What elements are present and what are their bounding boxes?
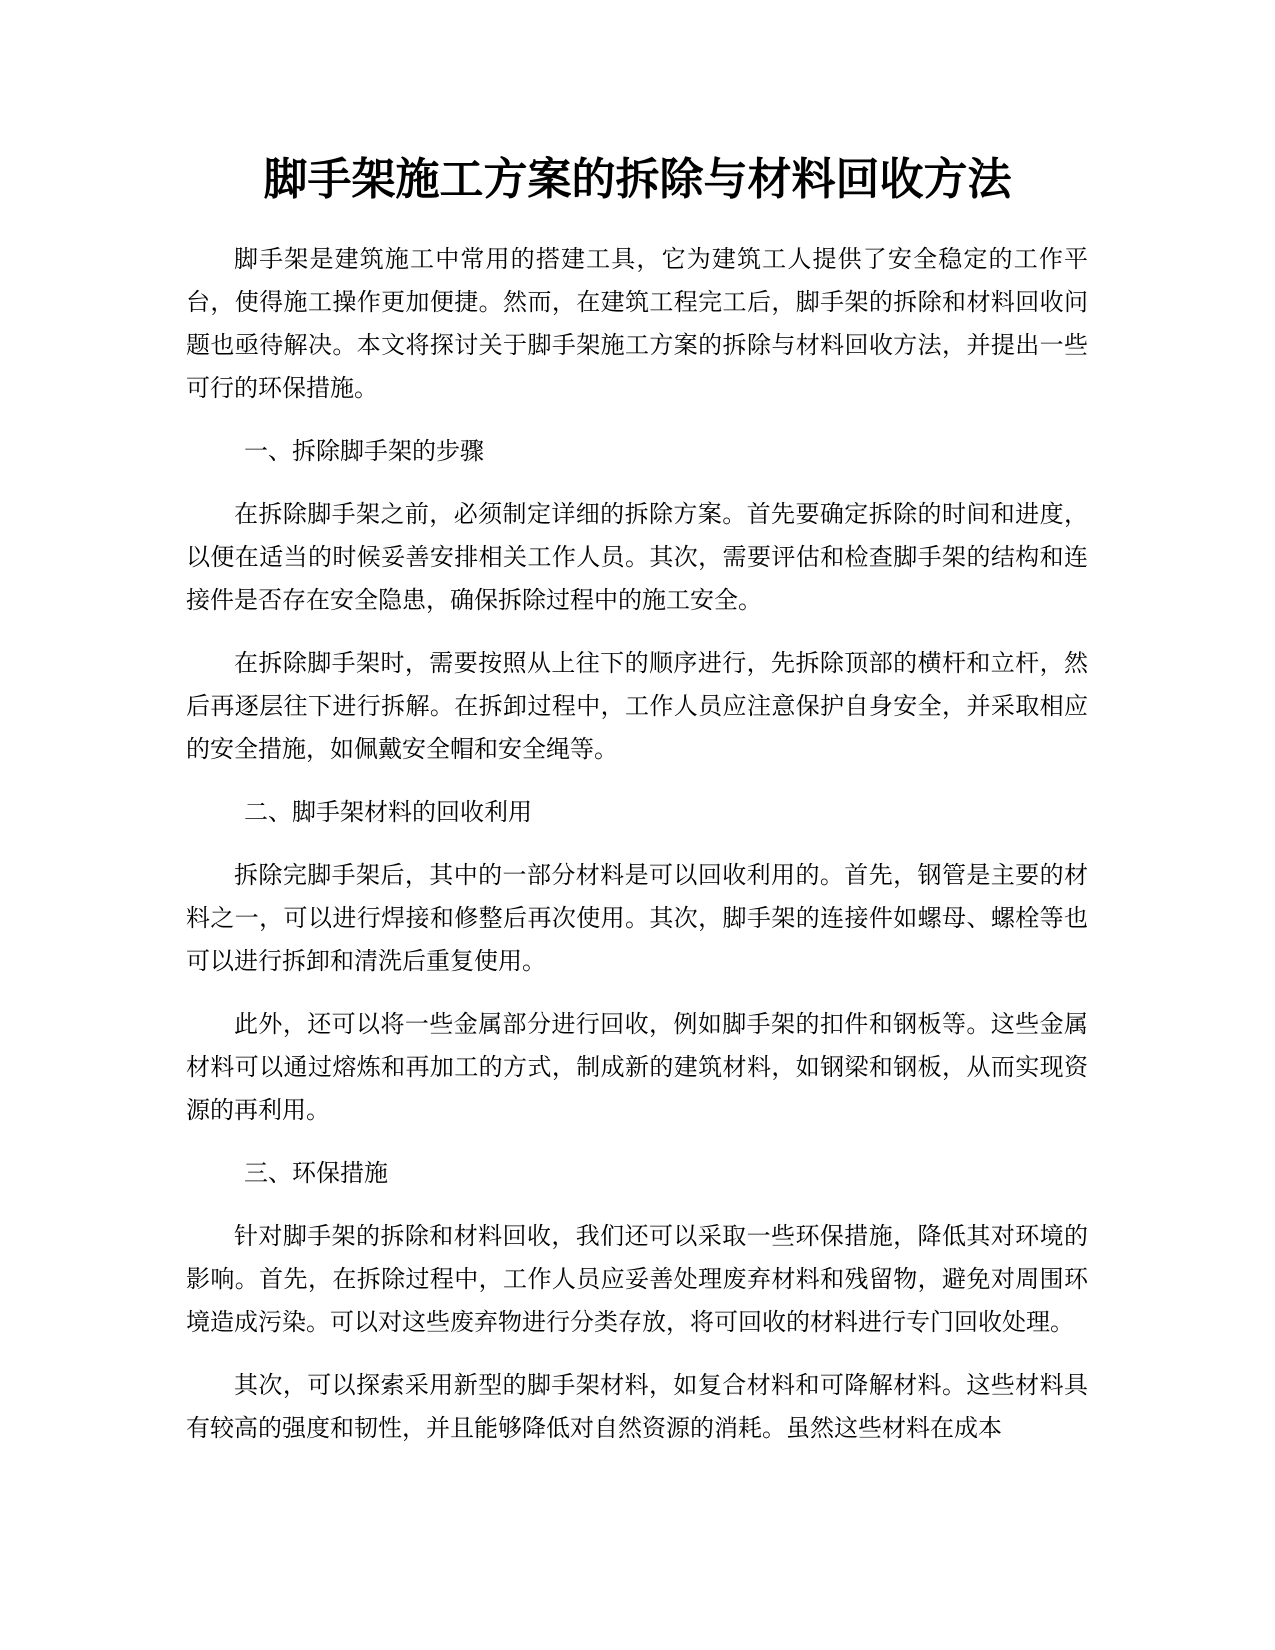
section-heading-3: 三、环保措施 xyxy=(244,1159,388,1187)
section-heading-2: 二、脚手架材料的回收利用 xyxy=(244,798,532,826)
section1-paragraph-1: 在拆除脚手架之前，必须制定详细的拆除方案。首先要确定拆除的时间和进度，以便在适当的时候妥善安排相关工作人员。其次，需要评估和检查脚手架的结构和连接件是否存在安全隐患，确保拆除过程中的施工安全。 xyxy=(186,500,1088,614)
section-heading-1: 一、拆除脚手架的步骤 xyxy=(244,437,484,465)
section3-paragraph-1: 针对脚手架的拆除和材料回收，我们还可以采取一些环保措施，降低其对环境的影响。首先，在拆除过程中，工作人员应妥善处理废弃材料和残留物，避免对周围环境造成污染。可以对这些废弃物进行分类存放，将可回收的材料进行专门回收处理。 xyxy=(186,1222,1088,1336)
intro-paragraph: 脚手架是建筑施工中常用的搭建工具，它为建筑工人提供了安全稳定的工作平台，使得施工操作更加便捷。然而，在建筑工程完工后，脚手架的拆除和材料回收问题也亟待解决。本文将探讨关于脚手架施工方案的拆除与材料回收方法，并提出一些可行的环保措施。 xyxy=(186,245,1088,402)
section3-paragraph-2: 其次，可以探索采用新型的脚手架材料，如复合材料和可降解材料。这些材料具有较高的强度和韧性，并且能够降低对自然资源的消耗。虽然这些材料在成本 xyxy=(186,1371,1088,1442)
section1-paragraph-2: 在拆除脚手架时，需要按照从上往下的顺序进行，先拆除顶部的横杆和立杆，然后再逐层往下进行拆解。在拆卸过程中，工作人员应注意保护自身安全，并采取相应的安全措施，如佩戴安全帽和安全绳等。 xyxy=(186,649,1088,763)
document-body xyxy=(186,238,1088,1450)
section2-paragraph-2: 此外，还可以将一些金属部分进行回收，例如脚手架的扣件和钢板等。这些金属材料可以通过熔炼和再加工的方式，制成新的建筑材料，如钢梁和钢板，从而实现资源的再利用。 xyxy=(186,1010,1088,1124)
section2-paragraph-1: 拆除完脚手架后，其中的一部分材料是可以回收利用的。首先，钢管是主要的材料之一，可以进行焊接和修整后再次使用。其次，脚手架的连接件如螺母、螺栓等也可以进行拆卸和清洗后重复使用。 xyxy=(186,861,1088,975)
document-title: 脚手架施工方案的拆除与材料回收方法 xyxy=(263,154,1012,205)
